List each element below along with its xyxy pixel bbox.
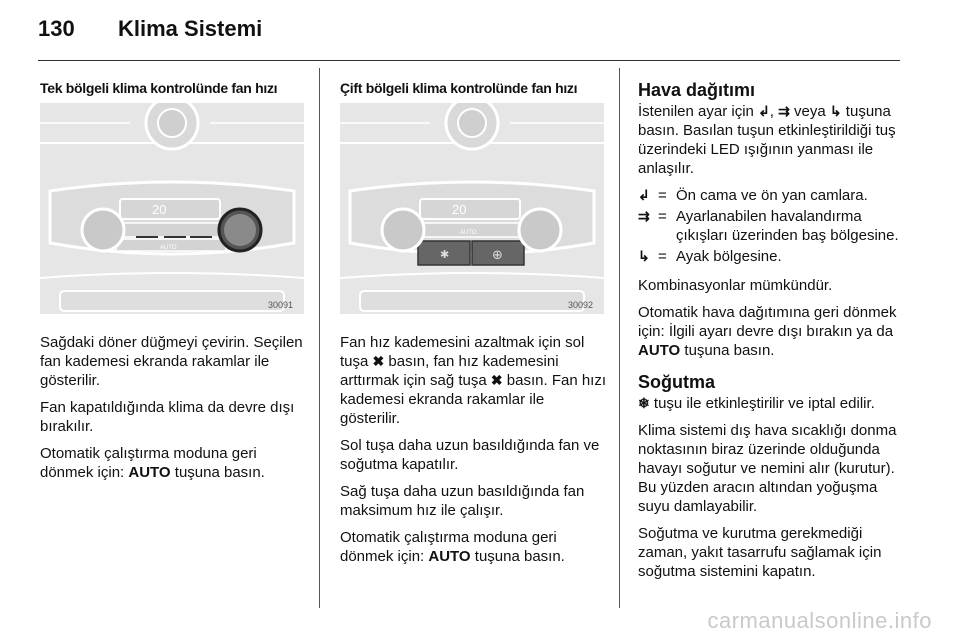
- list-item: ↳ = Ayak bölgesine.: [638, 248, 782, 265]
- paragraph: İstenilen ayar için ↲, ⇉ veya ↳ tuşuna basın. Basılan tuşun etkinleştirildiği tuş üzerindeki LED ışığının yanması ile anlaşılır.: [638, 103, 896, 177]
- paragraph: Otomatik çalıştırma moduna geri dönmek için: AUTO tuşuna basın.: [40, 445, 265, 481]
- climate-panel-illustration: [340, 103, 604, 314]
- auto-button-label: AUTO: [160, 245, 177, 251]
- paragraph: Otomatik hava dağıtımına geri dönmek için: İlgili ayarı devre dışı bırakın ya da AUTO tuşuna basın.: [638, 304, 897, 359]
- windscreen-airflow-icon: ↲: [758, 103, 770, 119]
- figure-code: 30091: [268, 300, 294, 310]
- foot-airflow-icon: ↳: [638, 248, 650, 264]
- page-number: 130: [38, 16, 75, 41]
- fan-icon: ✖: [372, 353, 385, 369]
- paragraph: Klima sistemi dış hava sıcaklığı donma noktasının biraz üzerinde olduğunda havayı soğutur ve nemini alır (kurutur). Bu yüzden aracın altından yoğuşma suyu damlayabilir.: [638, 422, 897, 515]
- list-item: ⇉ = Ayarlanabilen havalandırma çıkışları üzerinden baş bölgesine.: [638, 208, 899, 244]
- face-airflow-icon: ⇉: [778, 103, 790, 119]
- airflow-definition-list: [638, 186, 908, 266]
- list-item: ↲ = Ön cama ve ön yan camlara.: [638, 187, 868, 204]
- paragraph: Soğutma ve kurutma gerekmediği zaman, yakıt tasarrufu sağlamak için soğutma sistemini kapatın.: [638, 525, 882, 580]
- display-temp: 20: [152, 202, 167, 217]
- figure-code: 30092: [568, 300, 594, 310]
- header-rule: [38, 60, 900, 61]
- section-heading-single-zone: Tek bölgeli klima kontrolünde fan hızı: [40, 80, 278, 96]
- dual-zone-text: [340, 333, 608, 574]
- windscreen-airflow-icon: ↲: [638, 187, 650, 203]
- display-temp: 20: [452, 202, 467, 217]
- svg-text:⊕: ⊕: [492, 248, 503, 263]
- section-heading-cooling: Soğutma: [638, 372, 716, 392]
- auto-button-label: AUTO: [460, 230, 477, 236]
- figure-dual-zone-controls: [340, 103, 604, 314]
- foot-airflow-icon: ↳: [829, 103, 842, 119]
- paragraph: Sağdaki döner düğmeyi çevirin. Seçilen fan kademesi ekranda rakamlar ile gösterilir.: [40, 334, 303, 389]
- auto-keyword: AUTO: [638, 342, 681, 359]
- air-distribution-section: [638, 80, 908, 589]
- climate-panel-illustration: [40, 103, 304, 314]
- face-airflow-icon: ⇉: [638, 208, 650, 224]
- auto-keyword: AUTO: [428, 548, 471, 565]
- svg-text:✱: ✱: [440, 248, 450, 261]
- paragraph: Fan kapatıldığında klima da devre dışı bırakılır.: [40, 399, 295, 435]
- fan-icon: ✖: [490, 372, 503, 388]
- paragraph: Kombinasyonlar mümkündür.: [638, 277, 833, 294]
- column-divider-2: [619, 68, 620, 608]
- single-zone-text: [40, 333, 308, 490]
- auto-keyword: AUTO: [128, 464, 171, 481]
- paragraph: ❄ tuşu ile etkinleştirilir ve iptal edilir.: [638, 395, 875, 412]
- paragraph: Sağ tuşa daha uzun basıldığında fan maksimum hız ile çalışır.: [340, 483, 585, 519]
- watermark: carmanualsonline.info: [707, 608, 932, 633]
- snowflake-icon: ❄: [638, 395, 650, 411]
- chapter-title: Klima Sistemi: [118, 16, 263, 41]
- section-heading-air-distribution: Hava dağıtımı: [638, 80, 756, 100]
- paragraph: Fan hız kademesini azaltmak için sol tuşa ✖ basın, fan hız kademesini arttırmak için sağ tuşa ✖ basın. Fan hızı kademesi ekranda rakamlar ile gösterilir.: [340, 334, 607, 427]
- column-divider-1: [319, 68, 320, 608]
- figure-single-zone-controls: [40, 103, 304, 314]
- section-heading-dual-zone: Çift bölgeli klima kontrolünde fan hızı: [340, 80, 578, 96]
- paragraph: Sol tuşa daha uzun basıldığında fan ve soğutma kapatılır.: [340, 437, 600, 473]
- paragraph: Otomatik çalıştırma moduna geri dönmek için: AUTO tuşuna basın.: [340, 529, 565, 565]
